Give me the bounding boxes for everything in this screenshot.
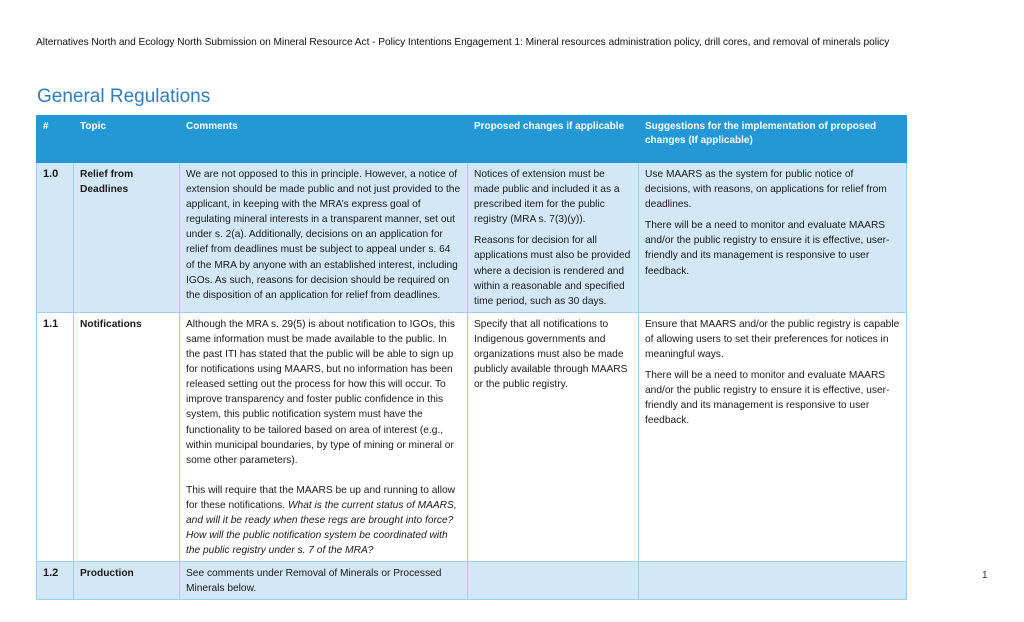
- row-topic: Relief from Deadlines: [74, 163, 180, 313]
- row-proposed-changes: [468, 562, 639, 600]
- row-topic: Production: [74, 562, 180, 600]
- column-header-proposed-changes: Proposed changes if applicable: [468, 116, 639, 163]
- table-header-row: [37, 116, 907, 163]
- column-header-number: #: [37, 116, 74, 163]
- proposed-paragraph: Reasons for decision for all applications must also be provided where a decision is rendered and within a reasonable and specified time period, such as 30 days.: [474, 235, 631, 307]
- row-number: 1.0: [37, 163, 74, 313]
- comment-paragraph: See comments under Removal of Minerals or Processed Minerals below.: [186, 568, 442, 595]
- comment-followup-questions: What is the current status of MAARS, and will it be ready when these regs are brought into force? How will the public notification system be coordinated with the public registry under s. 7 of the MRA?: [186, 499, 457, 557]
- comment-followup-text: This will require that the MAARS be up and running to allow for these notifications.: [186, 484, 455, 511]
- suggestion-paragraph: There will be a need to monitor and evaluate MAARS and/or the public registry to ensure it is effective, user-friendly and its management is responsive to user feedback.: [645, 370, 890, 427]
- row-number: 1.1: [37, 312, 74, 561]
- section-title: General Regulations: [37, 86, 211, 107]
- regulations-table: [36, 115, 907, 600]
- row-suggestions: [639, 163, 907, 313]
- table-row: [37, 312, 907, 561]
- row-number: 1.2: [37, 562, 74, 600]
- row-topic: Notifications: [74, 312, 180, 561]
- proposed-paragraph: Notices of extension must be made public and included it as a prescribed item for the public registry (MRA s. 7(3)(y)).: [474, 169, 620, 226]
- column-header-suggestions: Suggestions for the implementation of proposed changes (If applicable): [639, 116, 907, 163]
- suggestion-paragraph: Use MAARS as the system for public notice of decisions, with reasons, on applications for relief from deadlines.: [645, 169, 887, 211]
- row-proposed-changes: [468, 163, 639, 313]
- page-number: 1: [982, 570, 988, 581]
- table-row: [37, 562, 907, 600]
- comment-paragraph: We are not opposed to this in principle. However, a notice of extension should be made public and not just provided to the applicant, in keeping with the MRA’s express goal of regulating mineral interests in a transparent manner, set out under s. 2(a). Additionally, decisions on an application for relief from deadlines must be subject to appeal under s. 64 of the MRA by anyone with an established interest, including IGOs. As such, reasons for decision should be required on the disposition of an application for relief from deadlines.: [186, 169, 461, 301]
- comment-followup-paragraph: [186, 483, 461, 558]
- document-header: Alternatives North and Ecology North Submission on Mineral Resource Act - Policy Intentions Engagement 1: Mineral resources administration policy, drill cores, and removal of minerals policy: [36, 37, 890, 48]
- row-proposed-changes: [468, 312, 639, 561]
- row-comments: [180, 163, 468, 313]
- suggestion-paragraph: There will be a need to monitor and evaluate MAARS and/or the public registry to ensure it is effective, user-friendly and its management is responsive to user feedback.: [645, 220, 890, 277]
- column-header-topic: Topic: [74, 116, 180, 163]
- table-row: [37, 163, 907, 313]
- row-suggestions: [639, 562, 907, 600]
- row-comments: [180, 312, 468, 561]
- suggestion-paragraph: Ensure that MAARS and/or the public registry is capable of allowing users to set their preferences for notices in meaningful ways.: [645, 318, 900, 361]
- row-comments: [180, 562, 468, 600]
- comment-paragraph: Although the MRA s. 29(5) is about notification to IGOs, this same information must be made available to the public. In the past ITI has stated that the public will be able to sign up for notifications using MAARS, but no information has been released setting out the process for how this will occur. To improve transparency and foster public confidence in this system, this public notification system must have the functionality to be tailored based on area of interest (e.g., within municipal boundaries, by type of mining or mineral or some other parameters).: [186, 318, 455, 466]
- proposed-paragraph: Specify that all notifications to Indigenous governments and organizations must also be made publicly available through MAARS or the public registry.: [474, 318, 628, 391]
- row-suggestions: [639, 312, 907, 561]
- column-header-comments: Comments: [180, 116, 468, 163]
